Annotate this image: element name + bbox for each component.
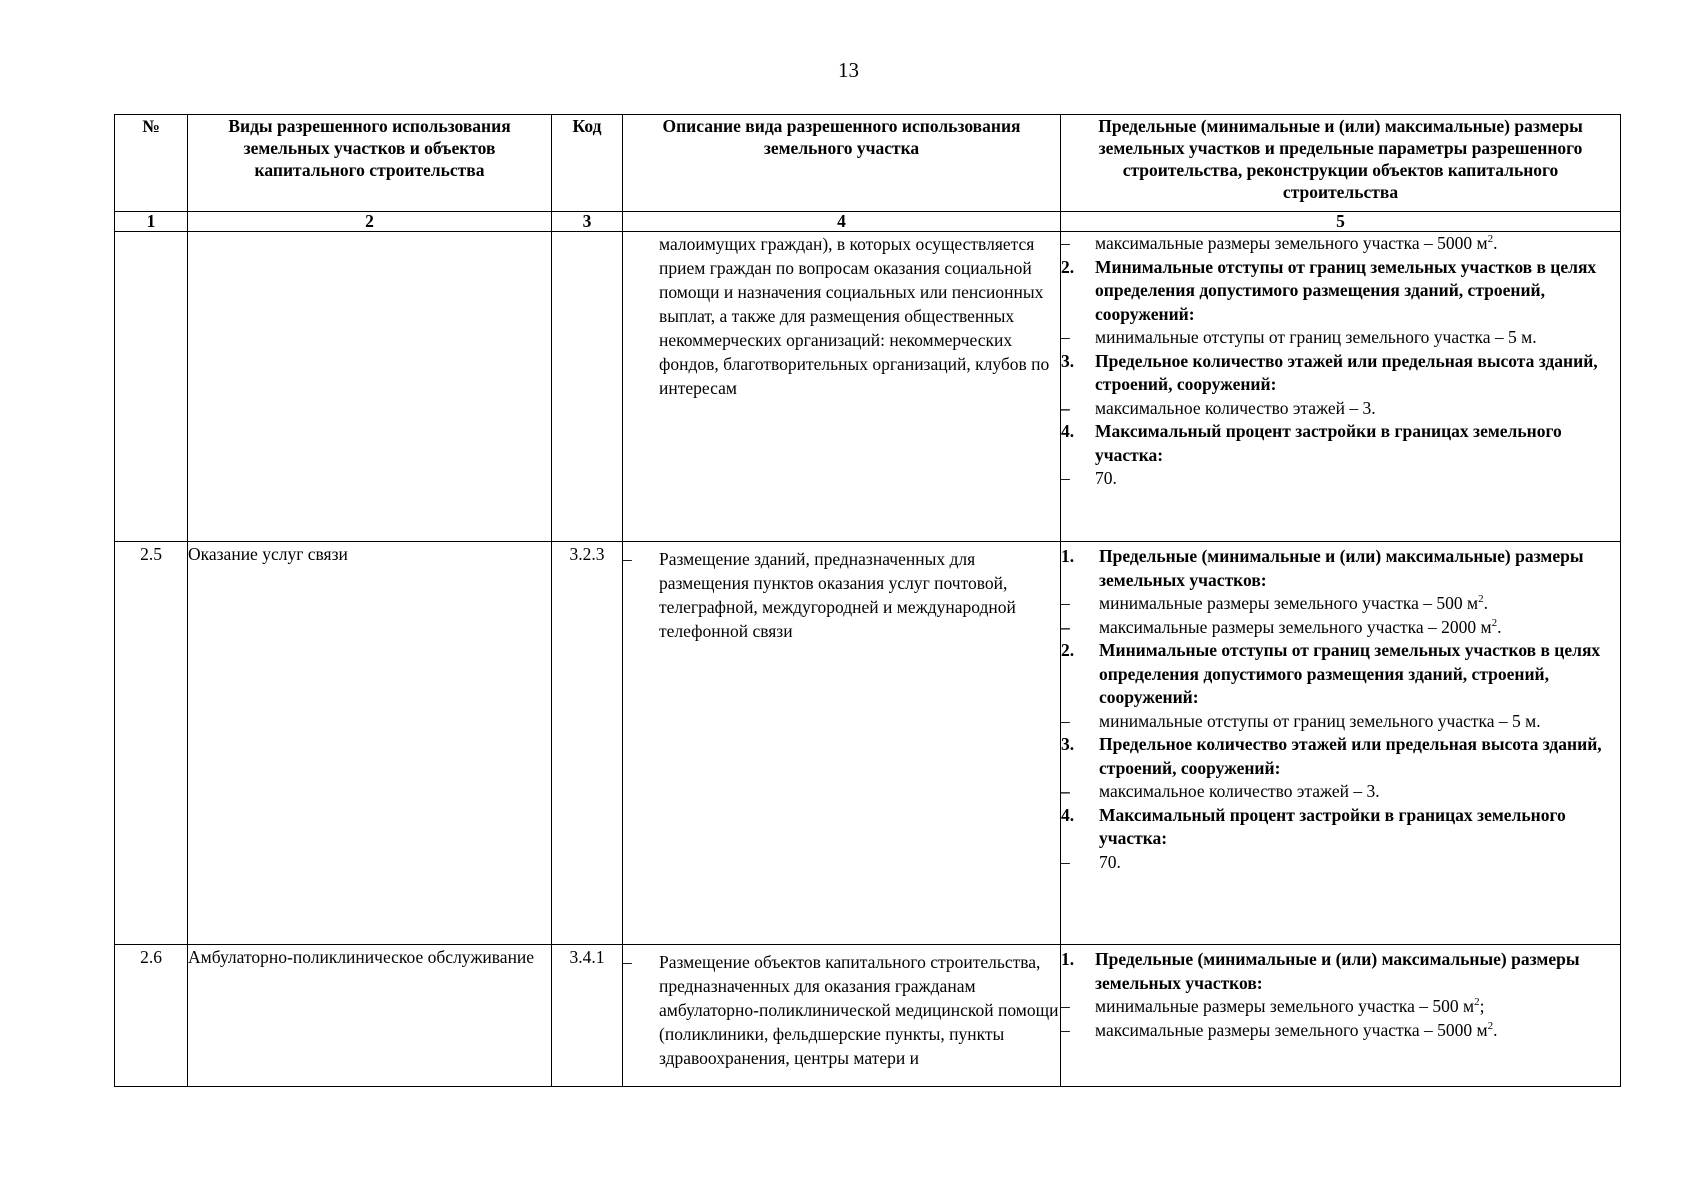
- header-code: Код: [552, 115, 623, 212]
- row-description: [623, 542, 1061, 945]
- list-marker: 3.: [1061, 350, 1075, 371]
- table-row: [115, 232, 1621, 542]
- parameter-text: максимальные размеры земельного участка – 5000 $м^2$.: [1095, 1019, 1498, 1040]
- parameter-heading: Предельное количество этажей или предельная высота зданий, строений, сооружений:: [1099, 734, 1602, 778]
- column-number: 4: [623, 212, 1061, 232]
- header-parameters: Предельные (минимальные и (или) максимальные) размеры земельных участков и предельные параметры разрешенного строительства, реконструкции объектов капитального строительства: [1061, 115, 1621, 212]
- column-number-row: [115, 212, 1621, 232]
- parameter-heading: Предельные (минимальные и (или) максимальные) размеры земельных участков:: [1095, 949, 1580, 993]
- description-text: Размещение объектов капитального строительства, предназначенных для оказания гражданам амбулаторно-поликлинической медицинской помощи (поликлиники, фельдшерские пункты, пункты здравоохранения, центры матери и: [659, 952, 1059, 1068]
- parameter-text: минимальные отступы от границ земельного участка – 5 м.: [1095, 327, 1537, 347]
- row-number: 2.6: [115, 945, 188, 1087]
- parameter-text: максимальное количество этажей – 3.: [1095, 397, 1376, 418]
- column-number: 5: [1061, 212, 1621, 232]
- row-code: 3.2.3: [552, 542, 623, 945]
- list-marker: –: [1061, 781, 1070, 801]
- table-row: [115, 542, 1621, 945]
- parameter-text: максимальные размеры земельного участка – 2000 $м^2$.: [1099, 616, 1502, 637]
- row-parameters: [1061, 945, 1621, 1087]
- row-code: [552, 232, 623, 542]
- list-marker: –: [1061, 996, 1070, 1016]
- parameter-text: 70.: [1095, 468, 1117, 488]
- list-marker: –: [1061, 1019, 1070, 1040]
- list-marker: 2.: [1061, 256, 1075, 277]
- row-parameters: [1061, 542, 1621, 945]
- parameter-text: максимальные размеры земельного участка – 5000 $м^2$.: [1095, 233, 1498, 253]
- column-number: 3: [552, 212, 623, 232]
- row-description: [623, 945, 1061, 1087]
- header-use-type: Виды разрешенного использования земельных участков и объектов капитального строительства: [188, 115, 552, 212]
- table-row: [115, 945, 1621, 1087]
- parameter-text: минимальные отступы от границ земельного участка – 5 м.: [1099, 710, 1541, 731]
- list-marker: –: [1061, 468, 1070, 488]
- list-marker: 1.: [1061, 949, 1075, 969]
- column-number: 1: [115, 212, 188, 232]
- list-marker: –: [1061, 593, 1070, 613]
- parameter-heading: Минимальные отступы от границ земельных участков в целях определения допустимого размещения зданий, строений, сооружений:: [1099, 640, 1601, 707]
- list-marker: –: [1061, 616, 1070, 637]
- row-use-type: [188, 232, 552, 542]
- list-marker: –: [1061, 851, 1070, 872]
- list-marker: –: [1061, 233, 1070, 253]
- description-text: малоимущих граждан), в которых осуществляется прием граждан по вопросам оказания социальной помощи и назначения социальных или пенсионных выплат, а также для размещения общественных некоммерческих организаций: некоммерческих фондов, благотворительных организаций, клубов по интересам: [659, 234, 1050, 398]
- row-number: 2.5: [115, 542, 188, 945]
- parameter-text: минимальные размеры земельного участка – 500 $м^2$;: [1095, 996, 1485, 1016]
- land-use-table: [114, 114, 1621, 1087]
- row-use-type: Амбулаторно-поликлиническое обслуживание: [188, 945, 552, 1087]
- row-number: [115, 232, 188, 542]
- dash-marker: –: [623, 549, 632, 569]
- page-number: 13: [838, 58, 859, 82]
- list-marker: 4.: [1061, 804, 1075, 825]
- parameter-text: 70.: [1099, 851, 1121, 872]
- list-marker: 2.: [1061, 640, 1075, 660]
- parameter-heading: Максимальный процент застройки в границах земельного участка:: [1099, 804, 1566, 848]
- table-header-row: [115, 115, 1621, 212]
- header-description: Описание вида разрешенного использования земельного участка: [623, 115, 1061, 212]
- row-code: 3.4.1: [552, 945, 623, 1087]
- parameter-heading: Предельное количество этажей или предельная высота зданий, строений, сооружений:: [1095, 350, 1598, 394]
- header-number: №: [115, 115, 188, 212]
- parameter-text: минимальные размеры земельного участка – 500 $м^2$.: [1099, 593, 1488, 613]
- list-marker: –: [1061, 710, 1070, 731]
- list-marker: –: [1061, 397, 1070, 418]
- column-number: 2: [188, 212, 552, 232]
- parameter-heading: Максимальный процент застройки в границах земельного участка:: [1095, 421, 1562, 465]
- parameter-text: максимальное количество этажей – 3.: [1099, 781, 1380, 801]
- description-text: Размещение зданий, предназначенных для размещения пунктов оказания услуг почтовой, телеграфной, междугородней и международной телефонной связи: [659, 549, 1016, 641]
- dash-marker: [623, 232, 659, 400]
- row-description: [623, 232, 1061, 542]
- list-marker: 3.: [1061, 734, 1075, 754]
- dash-marker: –: [623, 952, 632, 972]
- row-parameters: [1061, 232, 1621, 542]
- list-marker: –: [1061, 327, 1070, 347]
- list-marker: 1.: [1061, 546, 1075, 566]
- row-use-type: Оказание услуг связи: [188, 542, 552, 945]
- parameter-heading: Предельные (минимальные и (или) максимальные) размеры земельных участков:: [1099, 546, 1584, 590]
- list-marker: 4.: [1061, 421, 1075, 441]
- parameter-heading: Минимальные отступы от границ земельных участков в целях определения допустимого размещения зданий, строений, сооружений:: [1095, 256, 1597, 324]
